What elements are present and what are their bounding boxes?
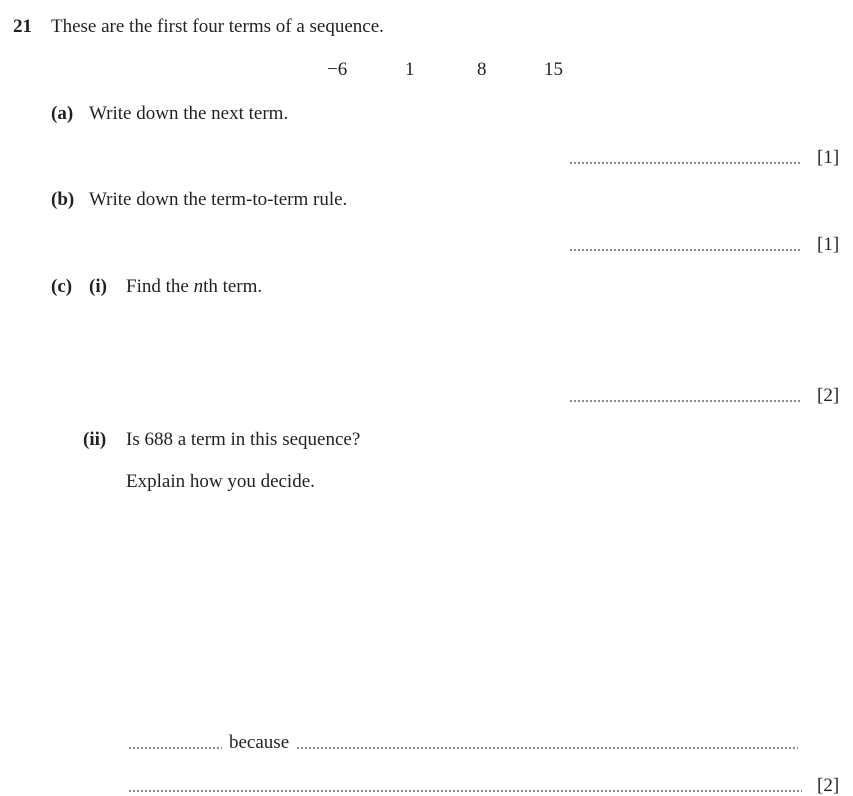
part-c-ii-label: (ii) [83,429,107,450]
because-word: because [229,732,290,753]
part-b-text: Write down the term-to-term rule. [89,189,348,210]
part-c-ii-text: Is 688 a term in this sequence? [126,429,361,450]
question-stem: These are the first four terms of a sequence. [51,16,384,37]
part-c-ii-reason-line-2[interactable] [128,790,802,792]
part-b-marks: [1] [817,234,840,255]
part-c-ii-yes-no-line[interactable] [128,747,222,749]
part-c-i-marks: [2] [817,385,840,406]
sequence-term: 15 [544,59,563,80]
part-c-ii-reason-line-1[interactable] [296,747,798,749]
variable-n: n [193,276,204,297]
part-a-label: (a) [51,103,74,124]
part-b-answer-line[interactable] [569,249,802,251]
part-b-label: (b) [51,189,75,210]
part-c-ii-instruction: Explain how you decide. [126,471,315,492]
part-a-answer-line[interactable] [569,162,802,164]
question-number: 21 [13,16,32,37]
part-a-text: Write down the next term. [89,103,289,124]
sequence-term: −6 [327,59,348,80]
part-c-i-text: Find the nth term. [126,276,263,297]
part-c-i-label: (i) [89,276,107,297]
sequence-term: 8 [477,59,487,80]
part-a-marks: [1] [817,147,840,168]
sequence-term: 1 [405,59,415,80]
part-c-label: (c) [51,276,73,297]
part-c-i-answer-line[interactable] [569,400,802,402]
part-c-ii-marks: [2] [817,775,840,796]
